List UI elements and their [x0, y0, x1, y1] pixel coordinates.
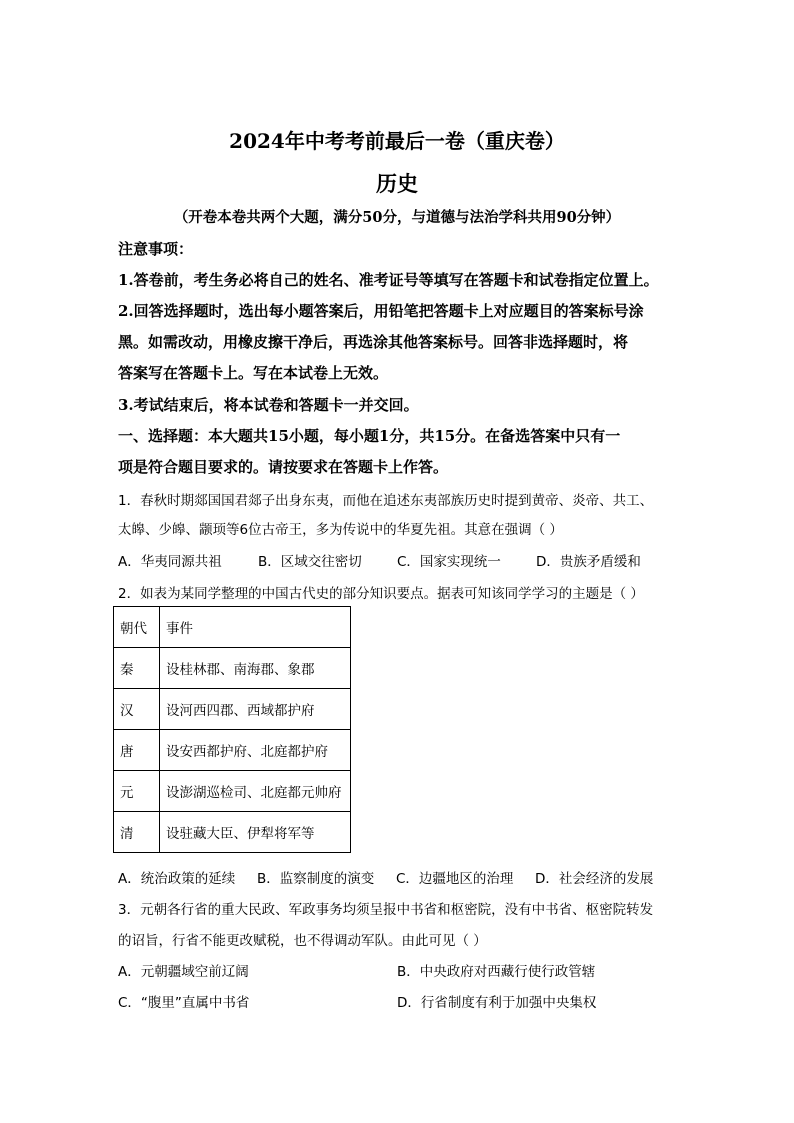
question-1-text: 太皞、少皞、颛顼等6位古帝王，多为传说中的华夏先祖。其意在强调（ ）	[118, 522, 563, 538]
knowledge-table	[113, 606, 351, 853]
note-line: 1.答卷前，考生务必将自己的姓名、准考证号等填写在答题卡和试卷指定位置上。	[118, 271, 659, 289]
q3-option-d: D．行省制度有利于加强中央集权	[397, 995, 597, 1011]
question-3-text: 3．元朝各行省的重大民政、军政事务均须呈报中书省和枢密院，没有中书省、枢密院转发	[118, 902, 654, 918]
section-heading: 一、选择题：本大题共15小题，每小题1分，共15分。在备选答案中只有一	[118, 427, 621, 445]
table-row	[114, 812, 351, 853]
table-header-cell: 朝代	[114, 607, 160, 648]
table-row	[114, 689, 351, 730]
exam-title: 2024年中考考前最后一卷（重庆卷）	[229, 129, 565, 153]
table-cell: 设桂林郡、南海郡、象郡	[160, 648, 351, 689]
table-cell: 秦	[114, 648, 160, 689]
note-line: 2.回答选择题时，选出每小题答案后，用铅笔把答题卡上对应题目的答案标号涂	[118, 302, 644, 320]
table-cell: 设安西都护府、北庭都护府	[160, 730, 351, 771]
note-line: 答案写在答题卡上。写在本试卷上无效。	[118, 364, 389, 382]
table-row	[114, 730, 351, 771]
q3-option-b: B．中央政府对西藏行使行政管辖	[397, 964, 596, 980]
note-line: 黑。如需改动，用橡皮擦干净后，再选涂其他答案标号。回答非选择题时，将	[118, 333, 629, 351]
exam-subtitle: （开卷本卷共两个大题，满分50分，与道德与法治学科共用90分钟）	[173, 209, 621, 226]
note-line: 3.考试结束后，将本试卷和答题卡一并交回。	[118, 396, 419, 414]
q1-option-c: C．国家实现统一	[397, 554, 501, 570]
question-3-text: 的诏旨，行省不能更改赋税，也不得调动军队。由此可见（ ）	[118, 933, 487, 949]
table-header-cell: 事件	[160, 607, 351, 648]
table-row	[114, 648, 351, 689]
q2-option-b: B．监察制度的演变	[257, 871, 375, 887]
question-2-text: 2．如表为某同学整理的中国古代史的部分知识要点。据表可知该同学学习的主题是（ ）	[118, 586, 644, 602]
table-cell: 汉	[114, 689, 160, 730]
table-cell: 元	[114, 771, 160, 812]
question-1-text: 1．春秋时期郯国国君郯子出身东夷，而他在追述东夷部族历史时提到黄帝、炎帝、共工、	[118, 493, 654, 509]
table-header-row	[114, 607, 351, 648]
table-cell: 设河西四郡、西域都护府	[160, 689, 351, 730]
notes-heading: 注意事项：	[118, 240, 194, 258]
q2-option-d: D．社会经济的发展	[535, 871, 654, 887]
q3-option-a: A．元朝疆域空前辽阔	[118, 964, 249, 980]
table-cell: 清	[114, 812, 160, 853]
q1-option-b: B．区域交往密切	[258, 554, 362, 570]
table-cell: 设澎湖巡检司、北庭都元帅府	[160, 771, 351, 812]
q1-option-d: D．贵族矛盾缓和	[536, 554, 641, 570]
table-cell: 唐	[114, 730, 160, 771]
q1-option-a: A．华夷同源共祖	[118, 554, 222, 570]
q2-option-c: C．边疆地区的治理	[396, 871, 514, 887]
q3-option-c: C．“腹里”直属中书省	[118, 995, 250, 1011]
subject-title: 历史	[376, 171, 418, 196]
table-row	[114, 771, 351, 812]
table-cell: 设驻藏大臣、伊犁将军等	[160, 812, 351, 853]
section-heading-cont: 项是符合题目要求的。请按要求在答题卡上作答。	[118, 458, 449, 476]
q2-option-a: A．统治政策的延续	[118, 871, 236, 887]
